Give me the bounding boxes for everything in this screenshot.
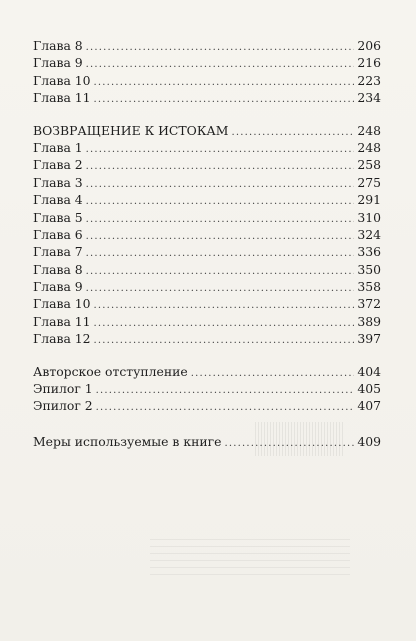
toc-entry bbox=[33, 313, 381, 330]
toc-leader-dots bbox=[191, 365, 355, 382]
toc-entry bbox=[33, 363, 381, 380]
toc-entry bbox=[33, 226, 381, 243]
toc-leader-dots bbox=[94, 315, 355, 332]
toc-entry bbox=[33, 72, 381, 89]
toc-entry-page-number: 234 bbox=[357, 90, 381, 106]
toc-group-3 bbox=[33, 363, 381, 415]
toc-entry bbox=[33, 122, 381, 139]
toc-entry-title: Глава 11 bbox=[33, 90, 91, 106]
toc-entry-title: Меры используемые в книге bbox=[33, 433, 222, 449]
toc-entry-title: Глава 5 bbox=[33, 209, 83, 225]
toc-entry bbox=[33, 330, 381, 347]
toc-entry-title: Эпилог 1 bbox=[33, 381, 93, 397]
toc-entry-page-number: 248 bbox=[357, 139, 381, 155]
toc-leader-dots bbox=[86, 280, 355, 297]
toc-leader-dots bbox=[86, 56, 355, 73]
toc-entry-title: Глава 6 bbox=[33, 226, 83, 242]
toc-group-4 bbox=[33, 433, 381, 450]
toc-entry-title: Глава 1 bbox=[33, 139, 83, 155]
toc-entry-title: Глава 8 bbox=[33, 261, 83, 277]
toc-entry-page-number: 389 bbox=[357, 313, 381, 329]
toc-entry bbox=[33, 139, 381, 156]
toc-gap bbox=[33, 107, 381, 122]
toc-entry-page-number: 248 bbox=[357, 122, 381, 138]
toc-entry-title: Глава 2 bbox=[33, 157, 83, 173]
toc-leader-dots bbox=[94, 91, 355, 108]
toc-entry bbox=[33, 278, 381, 295]
toc-leader-dots bbox=[86, 39, 355, 56]
toc-entry bbox=[33, 295, 381, 312]
toc-entry-page-number: 409 bbox=[357, 433, 381, 449]
toc-leader-dots bbox=[86, 228, 355, 245]
toc-entry-page-number: 407 bbox=[357, 398, 381, 414]
toc-leader-dots bbox=[86, 141, 355, 158]
toc-entry-page-number: 258 bbox=[357, 157, 381, 173]
toc-leader-dots bbox=[86, 193, 355, 210]
toc-entry-title: Эпилог 2 bbox=[33, 398, 93, 414]
toc-leader-dots bbox=[96, 399, 355, 416]
toc-leader-dots bbox=[86, 176, 355, 193]
toc-entry bbox=[33, 380, 381, 397]
toc-leader-dots bbox=[94, 297, 355, 314]
toc-gap bbox=[33, 415, 381, 433]
toc-entry-page-number: 310 bbox=[357, 209, 381, 225]
toc-entry-title: Глава 10 bbox=[33, 72, 91, 88]
toc-leader-dots bbox=[94, 74, 355, 91]
toc-leader-dots bbox=[94, 332, 355, 349]
toc-entry-page-number: 358 bbox=[357, 279, 381, 295]
toc-leader-dots bbox=[224, 435, 354, 452]
toc-entry bbox=[33, 37, 381, 54]
toc-entry-title: Глава 10 bbox=[33, 296, 91, 312]
toc-entry bbox=[33, 397, 381, 414]
toc-entry-title: ВОЗВРАЩЕНИЕ К ИСТОКАМ bbox=[33, 122, 229, 138]
toc-entry-title: Глава 4 bbox=[33, 192, 83, 208]
table-of-contents bbox=[33, 37, 381, 450]
toc-entry-page-number: 372 bbox=[357, 296, 381, 312]
toc-entry bbox=[33, 191, 381, 208]
bleed-through-imprint bbox=[150, 535, 350, 575]
toc-group-1 bbox=[33, 37, 381, 107]
toc-entry-title: Глава 8 bbox=[33, 38, 83, 53]
toc-entry-page-number: 350 bbox=[357, 261, 381, 277]
toc-entry-page-number: 336 bbox=[357, 244, 381, 260]
toc-entry-page-number: 223 bbox=[357, 72, 381, 88]
toc-entry-title: Глава 3 bbox=[33, 174, 83, 190]
toc-entry bbox=[33, 261, 381, 278]
toc-entry-page-number: 404 bbox=[357, 363, 381, 379]
toc-leader-dots bbox=[86, 245, 355, 262]
toc-leader-dots bbox=[86, 263, 355, 280]
toc-entry bbox=[33, 54, 381, 71]
toc-entry bbox=[33, 156, 381, 173]
toc-entry bbox=[33, 243, 381, 260]
toc-entry-page-number: 397 bbox=[357, 331, 381, 347]
toc-entry bbox=[33, 209, 381, 226]
toc-entry-page-number: 206 bbox=[357, 38, 381, 53]
toc-entry-page-number: 405 bbox=[357, 381, 381, 397]
toc-leader-dots bbox=[86, 211, 355, 228]
toc-leader-dots bbox=[232, 124, 355, 141]
toc-entry-page-number: 324 bbox=[357, 226, 381, 242]
toc-entry-title: Глава 9 bbox=[33, 279, 83, 295]
toc-entry-title: Глава 12 bbox=[33, 331, 91, 347]
toc-group-2 bbox=[33, 122, 381, 348]
toc-entry-title: Авторское отступление bbox=[33, 363, 188, 379]
toc-entry-title: Глава 9 bbox=[33, 55, 83, 71]
toc-entry bbox=[33, 89, 381, 106]
toc-entry-page-number: 216 bbox=[357, 55, 381, 71]
toc-entry-page-number: 275 bbox=[357, 174, 381, 190]
toc-leader-dots bbox=[86, 158, 355, 175]
toc-entry bbox=[33, 433, 381, 450]
toc-entry-page-number: 291 bbox=[357, 192, 381, 208]
toc-leader-dots bbox=[96, 382, 355, 399]
toc-entry-title: Глава 7 bbox=[33, 244, 83, 260]
toc-entry-title: Глава 11 bbox=[33, 313, 91, 329]
toc-gap bbox=[33, 348, 381, 363]
toc-entry bbox=[33, 174, 381, 191]
